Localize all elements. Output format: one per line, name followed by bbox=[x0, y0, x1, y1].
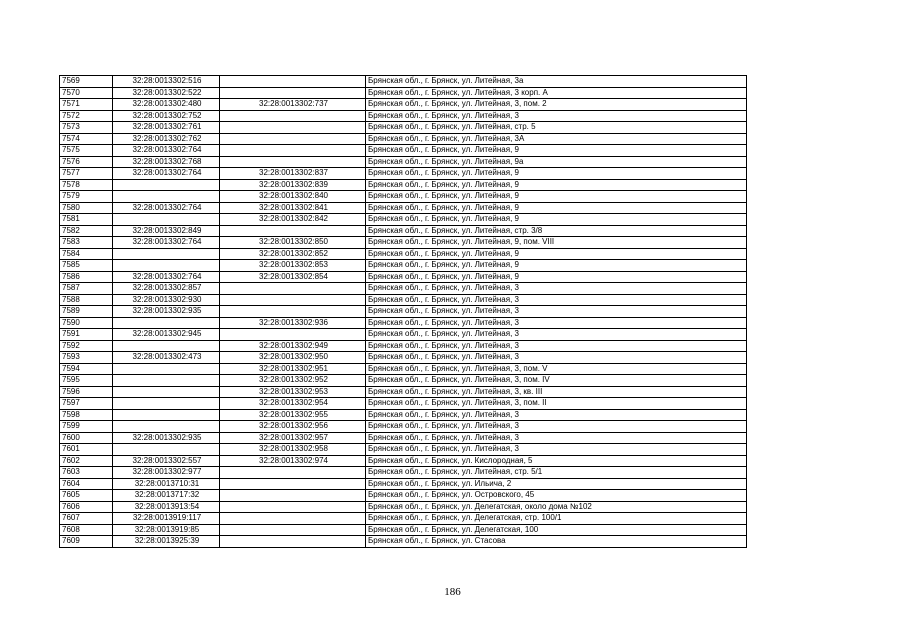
related-cadastral-number-cell: 32:28:0013302:955 bbox=[220, 409, 366, 421]
cadastral-number-cell bbox=[113, 317, 220, 329]
address-cell: Брянская обл., г. Брянск, ул. Литейная, 3а bbox=[366, 76, 747, 88]
table-row bbox=[60, 501, 747, 513]
related-cadastral-number-cell: 32:28:0013302:957 bbox=[220, 432, 366, 444]
address-cell: Брянская обл., г. Брянск, ул. Литейная, 9, пом. VIII bbox=[366, 237, 747, 249]
table-row bbox=[60, 317, 747, 329]
cadastral-number-cell: 32:28:0013913:54 bbox=[113, 501, 220, 513]
row-number-cell: 7607 bbox=[60, 513, 113, 525]
cadastral-number-cell: 32:28:0013919:117 bbox=[113, 513, 220, 525]
table-row bbox=[60, 536, 747, 548]
table-row bbox=[60, 467, 747, 479]
address-cell: Брянская обл., г. Брянск, ул. Стасова bbox=[366, 536, 747, 548]
registry-table bbox=[59, 75, 747, 548]
table-row bbox=[60, 294, 747, 306]
row-number-cell: 7596 bbox=[60, 386, 113, 398]
row-number-cell: 7597 bbox=[60, 398, 113, 410]
table-row bbox=[60, 352, 747, 364]
address-cell: Брянская обл., г. Брянск, ул. Литейная, 3, пом. II bbox=[366, 398, 747, 410]
table-row bbox=[60, 478, 747, 490]
table-row bbox=[60, 87, 747, 99]
address-cell: Брянская обл., г. Брянск, ул. Литейная, 3 bbox=[366, 409, 747, 421]
related-cadastral-number-cell bbox=[220, 501, 366, 513]
table-row bbox=[60, 409, 747, 421]
table-row bbox=[60, 363, 747, 375]
table-row bbox=[60, 340, 747, 352]
related-cadastral-number-cell: 32:28:0013302:954 bbox=[220, 398, 366, 410]
address-cell: Брянская обл., г. Брянск, ул. Кислородная, 5 bbox=[366, 455, 747, 467]
row-number-cell: 7591 bbox=[60, 329, 113, 341]
table-row bbox=[60, 122, 747, 134]
related-cadastral-number-cell: 32:28:0013302:974 bbox=[220, 455, 366, 467]
row-number-cell: 7573 bbox=[60, 122, 113, 134]
table-row bbox=[60, 248, 747, 260]
row-number-cell: 7585 bbox=[60, 260, 113, 272]
address-cell: Брянская обл., г. Брянск, ул. Литейная, 3 bbox=[366, 432, 747, 444]
cadastral-number-cell: 32:28:0013302:857 bbox=[113, 283, 220, 295]
related-cadastral-number-cell bbox=[220, 467, 366, 479]
row-number-cell: 7594 bbox=[60, 363, 113, 375]
related-cadastral-number-cell bbox=[220, 283, 366, 295]
cadastral-number-cell: 32:28:0013302:764 bbox=[113, 271, 220, 283]
row-number-cell: 7574 bbox=[60, 133, 113, 145]
row-number-cell: 7606 bbox=[60, 501, 113, 513]
related-cadastral-number-cell: 32:28:0013302:737 bbox=[220, 99, 366, 111]
table-row bbox=[60, 455, 747, 467]
table-row bbox=[60, 168, 747, 180]
address-cell: Брянская обл., г. Брянск, ул. Литейная, 3 bbox=[366, 317, 747, 329]
cadastral-number-cell: 32:28:0013302:522 bbox=[113, 87, 220, 99]
address-cell: Брянская обл., г. Брянск, ул. Литейная, 3, пом. V bbox=[366, 363, 747, 375]
related-cadastral-number-cell bbox=[220, 478, 366, 490]
related-cadastral-number-cell bbox=[220, 133, 366, 145]
address-cell: Брянская обл., г. Брянск, ул. Литейная, 3 bbox=[366, 352, 747, 364]
cadastral-number-cell: 32:28:0013302:762 bbox=[113, 133, 220, 145]
table-row bbox=[60, 444, 747, 456]
address-cell: Брянская обл., г. Брянск, ул. Литейная, 3 корп. А bbox=[366, 87, 747, 99]
related-cadastral-number-cell: 32:28:0013302:852 bbox=[220, 248, 366, 260]
row-number-cell: 7579 bbox=[60, 191, 113, 203]
address-cell: Брянская обл., г. Брянск, ул. Литейная, 3 bbox=[366, 294, 747, 306]
related-cadastral-number-cell: 32:28:0013302:853 bbox=[220, 260, 366, 272]
row-number-cell: 7601 bbox=[60, 444, 113, 456]
address-cell: Брянская обл., г. Брянск, ул. Литейная, 3, кв. III bbox=[366, 386, 747, 398]
row-number-cell: 7608 bbox=[60, 524, 113, 536]
related-cadastral-number-cell: 32:28:0013302:850 bbox=[220, 237, 366, 249]
row-number-cell: 7586 bbox=[60, 271, 113, 283]
address-cell: Брянская обл., г. Брянск, ул. Литейная, 9 bbox=[366, 179, 747, 191]
row-number-cell: 7577 bbox=[60, 168, 113, 180]
row-number-cell: 7575 bbox=[60, 145, 113, 157]
row-number-cell: 7576 bbox=[60, 156, 113, 168]
row-number-cell: 7572 bbox=[60, 110, 113, 122]
row-number-cell: 7602 bbox=[60, 455, 113, 467]
related-cadastral-number-cell: 32:28:0013302:936 bbox=[220, 317, 366, 329]
related-cadastral-number-cell bbox=[220, 156, 366, 168]
related-cadastral-number-cell bbox=[220, 524, 366, 536]
table-row bbox=[60, 421, 747, 433]
cadastral-number-cell bbox=[113, 260, 220, 272]
cadastral-number-cell: 32:28:0013302:761 bbox=[113, 122, 220, 134]
address-cell: Брянская обл., г. Брянск, ул. Литейная, 3 bbox=[366, 421, 747, 433]
related-cadastral-number-cell bbox=[220, 76, 366, 88]
cadastral-number-cell: 32:28:0013302:752 bbox=[113, 110, 220, 122]
address-cell: Брянская обл., г. Брянск, ул. Литейная, стр. 5 bbox=[366, 122, 747, 134]
address-cell: Брянская обл., г. Брянск, ул. Ильича, 2 bbox=[366, 478, 747, 490]
cadastral-number-cell bbox=[113, 375, 220, 387]
address-cell: Брянская обл., г. Брянск, ул. Литейная, 9 bbox=[366, 168, 747, 180]
address-cell: Брянская обл., г. Брянск, ул. Литейная, стр. 3/8 bbox=[366, 225, 747, 237]
address-cell: Брянская обл., г. Брянск, ул. Литейная, 3А bbox=[366, 133, 747, 145]
row-number-cell: 7587 bbox=[60, 283, 113, 295]
cadastral-number-cell bbox=[113, 340, 220, 352]
cadastral-number-cell: 32:28:0013302:516 bbox=[113, 76, 220, 88]
table-row bbox=[60, 398, 747, 410]
table-row bbox=[60, 145, 747, 157]
cadastral-number-cell bbox=[113, 191, 220, 203]
address-cell: Брянская обл., г. Брянск, ул. Литейная, 3, пом. 2 bbox=[366, 99, 747, 111]
address-cell: Брянская обл., г. Брянск, ул. Делегатская, около дома №102 bbox=[366, 501, 747, 513]
table-row bbox=[60, 110, 747, 122]
cadastral-number-cell: 32:28:0013919:85 bbox=[113, 524, 220, 536]
row-number-cell: 7580 bbox=[60, 202, 113, 214]
cadastral-number-cell: 32:28:0013302:473 bbox=[113, 352, 220, 364]
address-cell: Брянская обл., г. Брянск, ул. Литейная, 9 bbox=[366, 260, 747, 272]
row-number-cell: 7599 bbox=[60, 421, 113, 433]
related-cadastral-number-cell: 32:28:0013302:841 bbox=[220, 202, 366, 214]
registry-table-body bbox=[60, 76, 747, 548]
related-cadastral-number-cell: 32:28:0013302:839 bbox=[220, 179, 366, 191]
address-cell: Брянская обл., г. Брянск, ул. Литейная, 3 bbox=[366, 283, 747, 295]
table-row bbox=[60, 306, 747, 318]
row-number-cell: 7605 bbox=[60, 490, 113, 502]
related-cadastral-number-cell: 32:28:0013302:842 bbox=[220, 214, 366, 226]
cadastral-number-cell: 32:28:0013302:935 bbox=[113, 432, 220, 444]
related-cadastral-number-cell: 32:28:0013302:952 bbox=[220, 375, 366, 387]
related-cadastral-number-cell: 32:28:0013302:840 bbox=[220, 191, 366, 203]
table-row bbox=[60, 524, 747, 536]
table-row bbox=[60, 271, 747, 283]
address-cell: Брянская обл., г. Брянск, ул. Литейная, 9а bbox=[366, 156, 747, 168]
address-cell: Брянская обл., г. Брянск, ул. Делегатская, стр. 100/1 bbox=[366, 513, 747, 525]
address-cell: Брянская обл., г. Брянск, ул. Литейная, 3 bbox=[366, 444, 747, 456]
row-number-cell: 7609 bbox=[60, 536, 113, 548]
address-cell: Брянская обл., г. Брянск, ул. Литейная, 9 bbox=[366, 145, 747, 157]
address-cell: Брянская обл., г. Брянск, ул. Литейная, 9 bbox=[366, 248, 747, 260]
address-cell: Брянская обл., г. Брянск, ул. Литейная, 3 bbox=[366, 306, 747, 318]
cadastral-number-cell: 32:28:0013302:764 bbox=[113, 237, 220, 249]
table-row bbox=[60, 202, 747, 214]
address-cell: Брянская обл., г. Брянск, ул. Литейная, 3 bbox=[366, 340, 747, 352]
table-row bbox=[60, 179, 747, 191]
related-cadastral-number-cell bbox=[220, 122, 366, 134]
cadastral-number-cell bbox=[113, 444, 220, 456]
cadastral-number-cell: 32:28:0013302:768 bbox=[113, 156, 220, 168]
cadastral-number-cell: 32:28:0013925:39 bbox=[113, 536, 220, 548]
table-row bbox=[60, 283, 747, 295]
row-number-cell: 7603 bbox=[60, 467, 113, 479]
cadastral-number-cell: 32:28:0013302:849 bbox=[113, 225, 220, 237]
address-cell: Брянская обл., г. Брянск, ул. Литейная, 3 bbox=[366, 329, 747, 341]
table-row bbox=[60, 76, 747, 88]
row-number-cell: 7583 bbox=[60, 237, 113, 249]
cadastral-number-cell bbox=[113, 386, 220, 398]
row-number-cell: 7588 bbox=[60, 294, 113, 306]
address-cell: Брянская обл., г. Брянск, ул. Литейная, 9 bbox=[366, 191, 747, 203]
related-cadastral-number-cell bbox=[220, 306, 366, 318]
table-row bbox=[60, 133, 747, 145]
cadastral-number-cell: 32:28:0013717:32 bbox=[113, 490, 220, 502]
table-row bbox=[60, 156, 747, 168]
related-cadastral-number-cell: 32:28:0013302:854 bbox=[220, 271, 366, 283]
related-cadastral-number-cell: 32:28:0013302:949 bbox=[220, 340, 366, 352]
row-number-cell: 7570 bbox=[60, 87, 113, 99]
page-number: 186 bbox=[444, 586, 461, 598]
related-cadastral-number-cell bbox=[220, 329, 366, 341]
cadastral-number-cell: 32:28:0013302:557 bbox=[113, 455, 220, 467]
row-number-cell: 7582 bbox=[60, 225, 113, 237]
row-number-cell: 7592 bbox=[60, 340, 113, 352]
cadastral-number-cell: 32:28:0013302:764 bbox=[113, 145, 220, 157]
related-cadastral-number-cell: 32:28:0013302:956 bbox=[220, 421, 366, 433]
cadastral-number-cell: 32:28:0013302:480 bbox=[113, 99, 220, 111]
related-cadastral-number-cell bbox=[220, 225, 366, 237]
cadastral-number-cell: 32:28:0013302:930 bbox=[113, 294, 220, 306]
table-row bbox=[60, 329, 747, 341]
related-cadastral-number-cell: 32:28:0013302:951 bbox=[220, 363, 366, 375]
address-cell: Брянская обл., г. Брянск, ул. Литейная, 3, пом. IV bbox=[366, 375, 747, 387]
row-number-cell: 7569 bbox=[60, 76, 113, 88]
table-row bbox=[60, 260, 747, 272]
row-number-cell: 7571 bbox=[60, 99, 113, 111]
cadastral-number-cell: 32:28:0013302:945 bbox=[113, 329, 220, 341]
cadastral-number-cell bbox=[113, 421, 220, 433]
address-cell: Брянская обл., г. Брянск, ул. Литейная, 9 bbox=[366, 271, 747, 283]
row-number-cell: 7578 bbox=[60, 179, 113, 191]
cadastral-number-cell: 32:28:0013302:764 bbox=[113, 168, 220, 180]
table-row bbox=[60, 237, 747, 249]
address-cell: Брянская обл., г. Брянск, ул. Литейная, стр. 5/1 bbox=[366, 467, 747, 479]
row-number-cell: 7590 bbox=[60, 317, 113, 329]
cadastral-number-cell bbox=[113, 363, 220, 375]
cadastral-number-cell bbox=[113, 248, 220, 260]
cadastral-number-cell bbox=[113, 409, 220, 421]
related-cadastral-number-cell bbox=[220, 110, 366, 122]
table-row bbox=[60, 214, 747, 226]
table-row bbox=[60, 490, 747, 502]
table-row bbox=[60, 191, 747, 203]
cadastral-number-cell: 32:28:0013302:935 bbox=[113, 306, 220, 318]
row-number-cell: 7595 bbox=[60, 375, 113, 387]
cadastral-number-cell: 32:28:0013302:764 bbox=[113, 202, 220, 214]
related-cadastral-number-cell: 32:28:0013302:950 bbox=[220, 352, 366, 364]
related-cadastral-number-cell bbox=[220, 513, 366, 525]
row-number-cell: 7598 bbox=[60, 409, 113, 421]
related-cadastral-number-cell bbox=[220, 490, 366, 502]
related-cadastral-number-cell: 32:28:0013302:958 bbox=[220, 444, 366, 456]
table-row bbox=[60, 225, 747, 237]
related-cadastral-number-cell bbox=[220, 294, 366, 306]
row-number-cell: 7581 bbox=[60, 214, 113, 226]
row-number-cell: 7589 bbox=[60, 306, 113, 318]
row-number-cell: 7600 bbox=[60, 432, 113, 444]
address-cell: Брянская обл., г. Брянск, ул. Литейная, 3 bbox=[366, 110, 747, 122]
row-number-cell: 7584 bbox=[60, 248, 113, 260]
related-cadastral-number-cell: 32:28:0013302:953 bbox=[220, 386, 366, 398]
row-number-cell: 7604 bbox=[60, 478, 113, 490]
address-cell: Брянская обл., г. Брянск, ул. Литейная, 9 bbox=[366, 202, 747, 214]
row-number-cell: 7593 bbox=[60, 352, 113, 364]
address-cell: Брянская обл., г. Брянск, ул. Литейная, 9 bbox=[366, 214, 747, 226]
cadastral-number-cell bbox=[113, 214, 220, 226]
table-row bbox=[60, 513, 747, 525]
related-cadastral-number-cell: 32:28:0013302:837 bbox=[220, 168, 366, 180]
related-cadastral-number-cell bbox=[220, 536, 366, 548]
address-cell: Брянская обл., г. Брянск, ул. Островского, 45 bbox=[366, 490, 747, 502]
cadastral-number-cell bbox=[113, 179, 220, 191]
table-row bbox=[60, 99, 747, 111]
table-row bbox=[60, 432, 747, 444]
cadastral-number-cell bbox=[113, 398, 220, 410]
address-cell: Брянская обл., г. Брянск, ул. Делегатская, 100 bbox=[366, 524, 747, 536]
cadastral-number-cell: 32:28:0013302:977 bbox=[113, 467, 220, 479]
table-row bbox=[60, 375, 747, 387]
cadastral-number-cell: 32:28:0013710:31 bbox=[113, 478, 220, 490]
related-cadastral-number-cell bbox=[220, 145, 366, 157]
table-row bbox=[60, 386, 747, 398]
related-cadastral-number-cell bbox=[220, 87, 366, 99]
